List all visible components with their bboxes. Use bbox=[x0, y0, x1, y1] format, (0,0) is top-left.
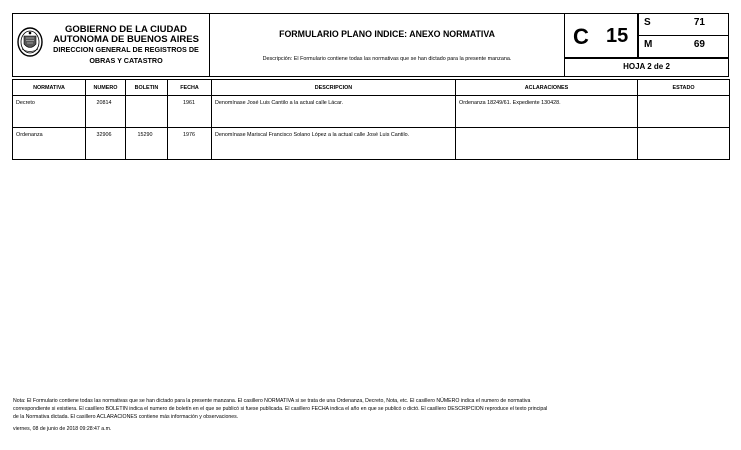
sheet-number: HOJA 2 de 2 bbox=[623, 62, 670, 71]
cell-aclaraciones: Ordenanza 18249/61. Expediente 130428. bbox=[456, 96, 638, 128]
column-header-fecha: FECHA bbox=[168, 80, 212, 96]
manzana-value: 69 bbox=[693, 39, 705, 50]
org-line-3: DIRECCION GENERAL DE REGISTROS DE bbox=[53, 45, 199, 54]
institution-name bbox=[43, 25, 209, 66]
cell-numero: 20814 bbox=[86, 96, 126, 128]
column-header-descripcion: DESCRIPCION bbox=[212, 80, 456, 96]
table-header-row bbox=[13, 80, 730, 96]
cell-fecha: 1961 bbox=[168, 96, 212, 128]
column-header-normativa: NORMATIVA bbox=[13, 80, 86, 96]
cell-normativa: Ordenanza bbox=[13, 128, 86, 160]
org-line-2: AUTONOMA DE BUENOS AIRES bbox=[53, 34, 199, 45]
cell-boletin: 15290 bbox=[126, 128, 168, 160]
cell-numero: 32906 bbox=[86, 128, 126, 160]
header-code-block bbox=[565, 13, 729, 77]
seccion-label: S bbox=[644, 17, 651, 28]
cell-estado bbox=[638, 96, 730, 128]
cell-estado bbox=[638, 128, 730, 160]
column-header-boletin: BOLETIN bbox=[126, 80, 168, 96]
column-header-aclaraciones: ACLARACIONES bbox=[456, 80, 638, 96]
circunscripcion-number: 15 bbox=[606, 25, 629, 47]
footer-note bbox=[13, 397, 573, 421]
cell-descripcion: Denomínase Mariscal Francisco Solano López a la actual calle José Luis Cantilo. bbox=[212, 128, 456, 160]
form-title: FORMULARIO PLANO INDICE: ANEXO NORMATIVA bbox=[279, 29, 495, 39]
print-timestamp: viernes, 08 de junio de 2018 09:28:47 a.m. bbox=[13, 426, 112, 432]
cell-normativa: Decreto bbox=[13, 96, 86, 128]
seccion-value: 71 bbox=[693, 17, 705, 28]
city-seal-icon bbox=[17, 27, 43, 57]
org-line-4: OBRAS Y CATASTRO bbox=[89, 55, 163, 65]
cell-boletin bbox=[126, 96, 168, 128]
cell-descripcion: Denomínase José Luis Cantilo a la actual calle Lácar. bbox=[212, 96, 456, 128]
header-title-block bbox=[210, 13, 565, 77]
circunscripcion-letter: C bbox=[573, 24, 589, 49]
org-line-1: GOBIERNO DE LA CIUDAD bbox=[64, 24, 188, 35]
divider bbox=[637, 35, 728, 36]
table-row bbox=[13, 96, 730, 128]
header-institution bbox=[12, 13, 210, 77]
divider bbox=[565, 57, 728, 59]
column-header-numero: NUMERO bbox=[86, 80, 126, 96]
table-row bbox=[13, 128, 730, 160]
column-header-estado: ESTADO bbox=[638, 80, 730, 96]
footer-note-line: Nota: El Formulario contiene todas las normativas que se han dictado para la presente manzana. El casillero NORMATIVA si se trata de una Ordenanza, Decreto, Nota, etc. El casillero NÚMERO indica el numero de normativa bbox=[13, 398, 531, 404]
footer-note-line: de la Normativa dictada. El casillero ACLARACIONES contiene más información y observaciones. bbox=[13, 414, 239, 421]
cell-aclaraciones bbox=[456, 128, 638, 160]
normativas-table bbox=[12, 79, 730, 160]
cell-fecha: 1976 bbox=[168, 128, 212, 160]
manzana-label: M bbox=[644, 39, 653, 50]
form-description: Descripción: El Formulario contiene todas las normativas que se han dictado para la presente manzana. bbox=[262, 56, 512, 62]
footer-note-line: correspondiente si existiera. El casillero BOLETIN indica el numero de boletín en el que se publicó si fuese publicada. El casillero FECHA indica el año en que se publicó o dictó. El casillero DESCRIPCION reproduce el texto principal bbox=[13, 406, 548, 413]
